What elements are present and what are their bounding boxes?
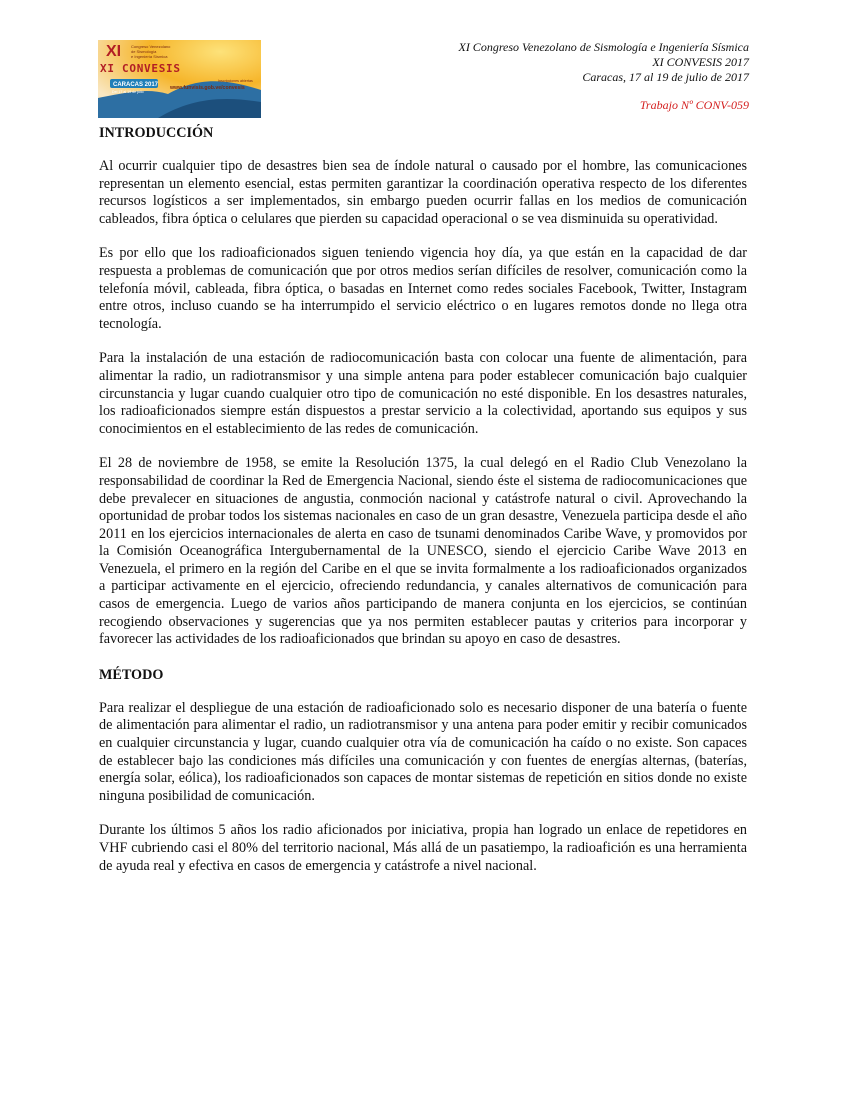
conference-header [458, 40, 749, 113]
document-body [99, 124, 747, 892]
section-heading-metodo: MÉTODO [99, 666, 164, 683]
logo-city-badge: CARACAS 2017 [113, 82, 159, 88]
logo-info: Inscripciones abiertas [218, 79, 253, 83]
logo-subtitle-2: de Sismología [131, 49, 157, 54]
logo-subtitle-1: Congreso Venezolano [131, 44, 171, 49]
logo-dates: Del 17 al 19 de julio [112, 90, 144, 94]
logo-title: XI CONVESIS [100, 62, 180, 75]
header-location-dates: Caracas, 17 al 19 de julio de 2017 [582, 70, 749, 84]
header-edition: XI CONVESIS 2017 [652, 55, 749, 69]
intro-paragraph-4: El 28 de noviembre de 1958, se emite la Resolución 1375, la cual delegó en el Radio Club Venezolano la responsabilidad de coordinar la Red de Emergencia Nacional, siendo éste el sistema de radiocomunicaciones que debe prevalecer en situaciones de angustia, conmoción nacional y catástrofe natural o civil. Aprovechando la oportunidad de probar todos los sistemas nacionales en caso de un gran desastre, Venezuela participa desde el año 2011 en los ejercicios internacionales de alerta en caso de tsunami denominados Caribe Wave, y promovidos por la Comisión Oceanográfica Intergubernamental de la UNESCO, siendo el ejercicio Caribe Wave 2013 en Venezuela, el primero en la región del Caribe en el que se invita formalmente a los radioaficionados organizados a participar activamente en el ejercicio, ofreciendo redundancia, y canales alternativos de comunicación para casos de emergencia. Luego de varios años participando de manera conjunta en los ejercicios, se continúan recogiendo observaciones y sugerencias que ya nos permiten establecer pautas y criterios para incorporar y favorecer las actividades de los radioaficionados que brindan su apoyo en caso de desastres. [99, 455, 747, 648]
svg-text:XI: XI [106, 43, 122, 60]
header-conference-name: XI Congreso Venezolano de Sismología e Ingeniería Sísmica [458, 40, 749, 54]
section-heading-introduccion: INTRODUCCIÓN [99, 125, 214, 141]
metodo-paragraph-2: Durante los últimos 5 años los radio aficionados por iniciativa, propia han logrado un enlace de repetidores en VHF cubriendo casi el 80% del territorio nacional, Más allá de un pasatiempo, la radioafición es una herramienta de ayuda real y efectiva en casos de emergencia y catástrofe a nivel nacional. [99, 822, 747, 874]
intro-paragraph-3: Para la instalación de una estación de radiocomunicación basta con colocar una fuente de alimentación, para alimentar la radio, un radiotransmisor y una simple antena para poder establecer comunicación bajo cualquier circunstancia y lugar cuando cualquier otro tipo de comunicación no esté disponible. En los desastres naturales, los radioaficionados siempre están dispuestos a prestar servicio a la colectividad, aportando sus equipos y sus conocimientos en el establecimiento de las redes de comunicación. [99, 350, 747, 437]
header-paper-number: Trabajo Nº CONV-059 [639, 98, 749, 112]
logo-subtitle-3: e Ingeniería Sísmica [131, 54, 168, 59]
logo-url: www.funvisis.gob.ve/convesis [170, 85, 245, 91]
convesis-logo [98, 40, 261, 118]
metodo-paragraph-1: Para realizar el despliegue de una estación de radioaficionado solo es necesario disponer de una batería o fuente de alimentación para alimentar el radio, un radiotransmisor y una antena para poder emitir y recibir comunicados en cualquier circunstancia y lugar, cuando cualquier otra vía de comunicación ha caído o no existe. Son capaces de establecer bajo las condiciones más difíciles una comunicación y con fuentes de energías alternas, (baterías, energía solar, eólica), los radioaficionados son capaces de montar sistemas de repetición en sitios donde no existe ninguna posibilidad de comunicación. [99, 699, 747, 804]
intro-paragraph-1: Al ocurrir cualquier tipo de desastres bien sea de índole natural o causado por el hombre, las comunicaciones representan un elemento esencial, estas permiten garantizar la coordinación operativa respecto de los diferentes recursos logísticos a ser implementados, sin embargo pueden ocurrir fallas en los medios de comunicación cableados, fibra óptica o celulares que pierden su capacidad operacional o se vea disminuida su operatividad. [99, 158, 747, 227]
intro-paragraph-2: Es por ello que los radioaficionados siguen teniendo vigencia hoy día, ya que están en la capacidad de dar respuesta a problemas de comunicación que por otros medios serían difíciles de resolver, comunicación como la telefonía móvil, cableada, fibra óptica, o basadas en Internet como redes sociales Facebook, Twitter, Instagram entre otros, incluso cuando se ha interrumpido el servicio eléctrico o en lugares remotos donde no llega otra tecnología. [99, 245, 747, 332]
